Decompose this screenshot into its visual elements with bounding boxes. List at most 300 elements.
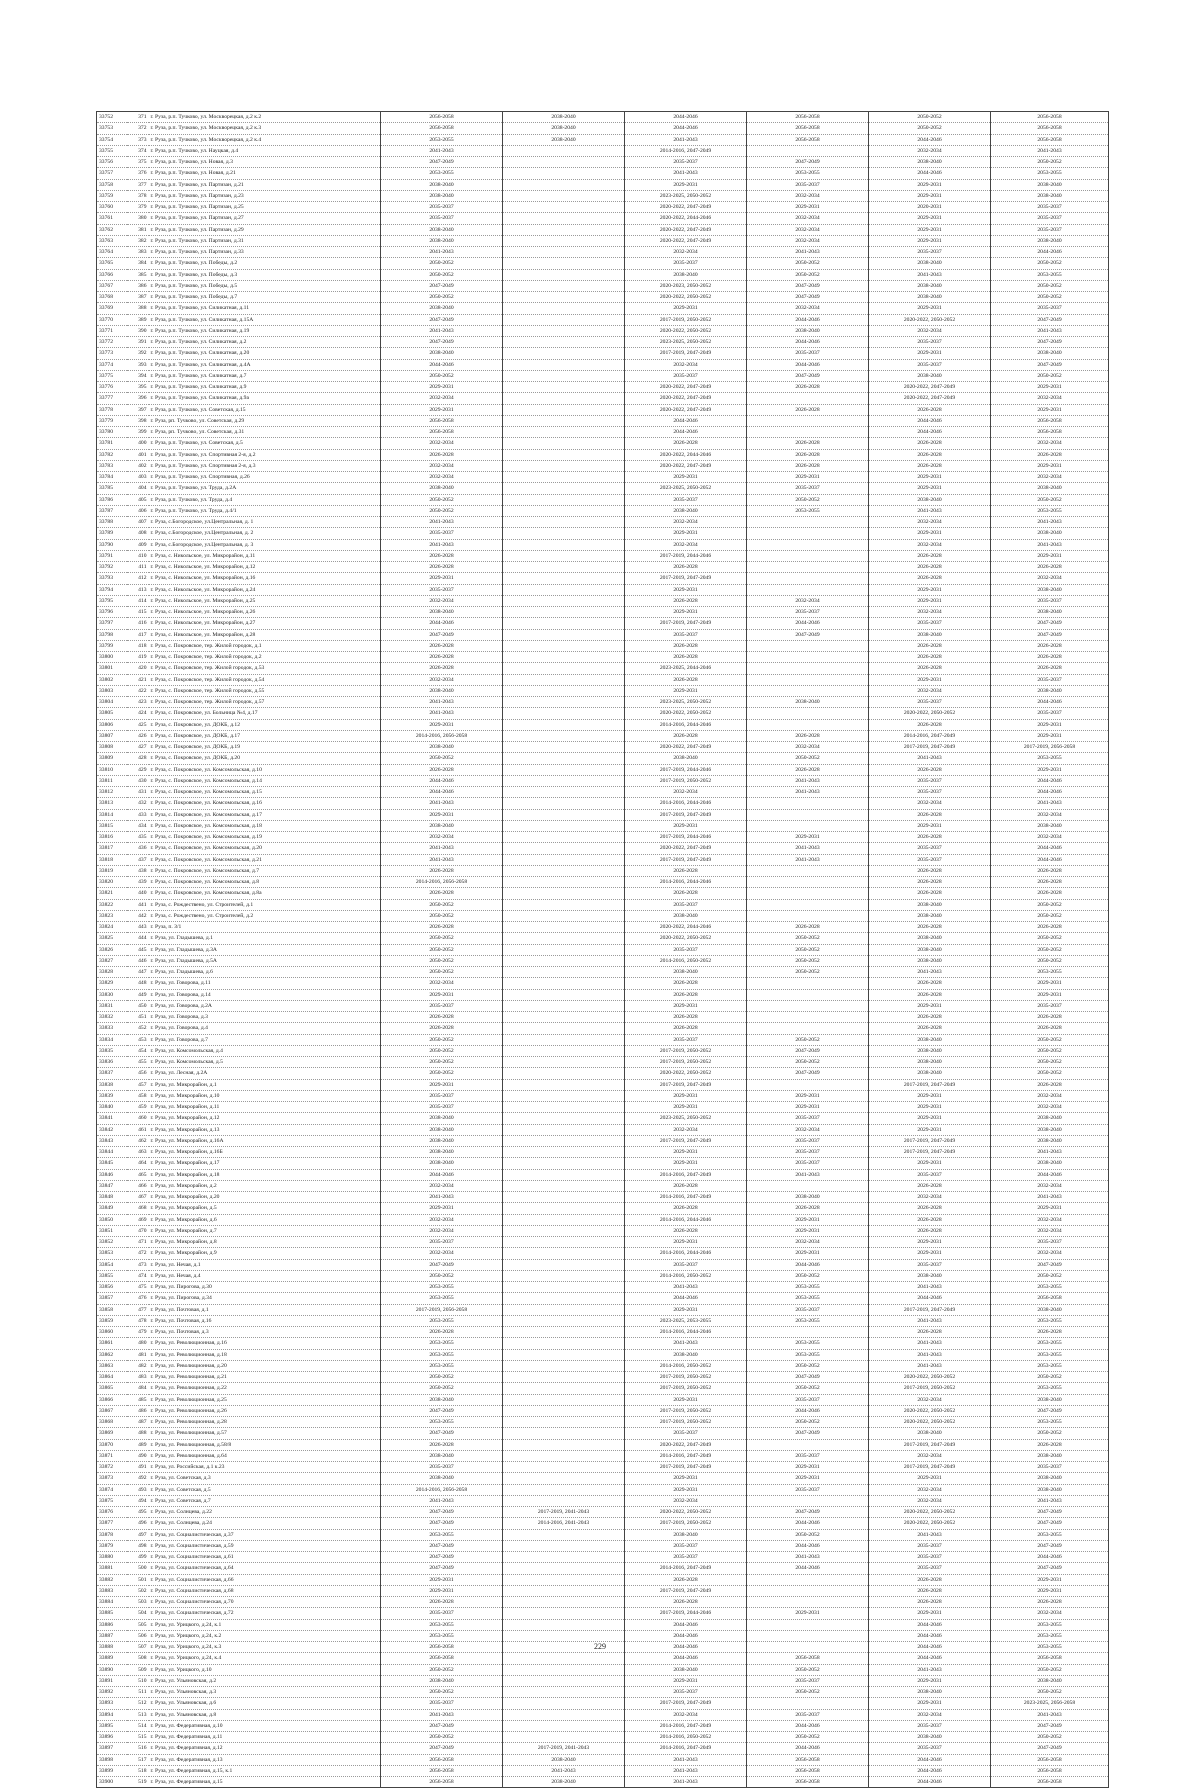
- row-id-cell: 33811: [97, 775, 127, 786]
- period-4-cell: 2029-2031: [747, 1214, 869, 1225]
- period-4-cell: 2050-2052: [747, 1664, 869, 1675]
- row-id-cell: 33861: [97, 1338, 127, 1349]
- period-5-cell: 2026-2028: [869, 663, 991, 674]
- period-6-cell: 2032-2034: [991, 1608, 1109, 1619]
- address-cell: г. Руза, ул. Микрорайон, д.20: [149, 1192, 381, 1203]
- period-5-cell: 2026-2028: [869, 719, 991, 730]
- period-6-cell: 2032-2034: [991, 573, 1109, 584]
- period-3-cell: 2014-2016, 2047-2049: [625, 1450, 747, 1461]
- address-cell: г. Руза, р.п. Тучково, ул. Партизан, д.27: [149, 213, 381, 224]
- row-id-cell: 33768: [97, 292, 127, 303]
- period-5-cell: 2029-2031: [869, 1248, 991, 1259]
- period-5-cell: 2029-2031: [869, 1090, 991, 1101]
- row-id-cell: 33895: [97, 1720, 127, 1731]
- period-3-cell: 2044-2046: [625, 123, 747, 134]
- period-6-cell: 2029-2031: [991, 404, 1109, 415]
- period-6-cell: 2050-2052: [991, 1270, 1109, 1281]
- period-4-cell: [747, 989, 869, 1000]
- row-id-cell: 33813: [97, 798, 127, 809]
- table-row: [97, 1192, 1109, 1203]
- table-row: [97, 1619, 1109, 1630]
- table-row: [97, 1327, 1109, 1338]
- period-2-cell: [503, 1529, 625, 1540]
- row-number-cell: 478: [127, 1315, 149, 1326]
- table-row: [97, 1405, 1109, 1416]
- period-5-cell: 2035-2037: [869, 843, 991, 854]
- period-5-cell: 2035-2037: [869, 1259, 991, 1270]
- row-id-cell: 33841: [97, 1113, 127, 1124]
- row-number-cell: 395: [127, 382, 149, 393]
- row-number-cell: 487: [127, 1417, 149, 1428]
- row-id-cell: 33828: [97, 967, 127, 978]
- row-number-cell: 435: [127, 832, 149, 843]
- period-1-cell: 2056-2058: [381, 1653, 503, 1664]
- period-5-cell: 2020-2022, 2047-2049: [869, 382, 991, 393]
- period-3-cell: 2023-2025, 2050-2052: [625, 337, 747, 348]
- period-5-cell: 2041-2043: [869, 269, 991, 280]
- row-number-cell: 406: [127, 505, 149, 516]
- row-number-cell: 400: [127, 438, 149, 449]
- period-5-cell: 2035-2037: [869, 854, 991, 865]
- row-number-cell: 453: [127, 1034, 149, 1045]
- period-4-cell: [747, 865, 869, 876]
- period-1-cell: 2035-2037: [381, 1698, 503, 1709]
- table-row: [97, 472, 1109, 483]
- period-1-cell: 2035-2037: [381, 528, 503, 539]
- period-1-cell: 2029-2031: [381, 404, 503, 415]
- period-1-cell: 2029-2031: [381, 719, 503, 730]
- period-1-cell: 2038-2040: [381, 685, 503, 696]
- address-cell: г. Руза, р.п. Тучково, ул. Силикатная, д.7: [149, 370, 381, 381]
- period-6-cell: 2035-2037: [991, 1462, 1109, 1473]
- table-row: [97, 370, 1109, 381]
- period-4-cell: 2035-2037: [747, 1158, 869, 1169]
- table-row: [97, 1698, 1109, 1709]
- period-1-cell: 2056-2058: [381, 1765, 503, 1776]
- period-2-cell: [503, 303, 625, 314]
- period-4-cell: 2026-2028: [747, 382, 869, 393]
- address-cell: г. Руза, ул. Нечая, д.4: [149, 1270, 381, 1281]
- row-number-cell: 416: [127, 618, 149, 629]
- address-cell: г. Руза, р.п. Тучково, ул. Труда, д.4: [149, 494, 381, 505]
- table-row: [97, 258, 1109, 269]
- period-6-cell: 2056-2058: [991, 134, 1109, 145]
- address-cell: г. Руза, р.п. Тучково, ул. Москворецкая, д.2 к.2: [149, 112, 381, 123]
- period-6-cell: 2044-2046: [991, 843, 1109, 854]
- row-id-cell: 33881: [97, 1563, 127, 1574]
- period-1-cell: 2026-2028: [381, 663, 503, 674]
- period-2-cell: [503, 1225, 625, 1236]
- period-5-cell: 2026-2028: [869, 404, 991, 415]
- row-id-cell: 33794: [97, 584, 127, 595]
- period-2-cell: [503, 1664, 625, 1675]
- period-4-cell: 2035-2037: [747, 1304, 869, 1315]
- table-row: [97, 145, 1109, 156]
- period-3-cell: 2026-2028: [625, 438, 747, 449]
- row-id-cell: 33899: [97, 1765, 127, 1776]
- row-id-cell: 33896: [97, 1732, 127, 1743]
- address-cell: г. Руза, ул. Микрорайон, д.16Б: [149, 1147, 381, 1158]
- table-row: [97, 1675, 1109, 1686]
- address-cell: г. Руза, ул. Революционная, д.26: [149, 1405, 381, 1416]
- period-1-cell: 2047-2049: [381, 1405, 503, 1416]
- row-id-cell: 33753: [97, 123, 127, 134]
- address-cell: г. Руза, с. Покровское, тер. Жилой городок, д.2: [149, 652, 381, 663]
- period-2-cell: [503, 1349, 625, 1360]
- table-row: [97, 719, 1109, 730]
- period-4-cell: [747, 708, 869, 719]
- period-6-cell: 2035-2037: [991, 1000, 1109, 1011]
- period-5-cell: 2026-2028: [869, 1597, 991, 1608]
- address-cell: г. Руза, р.п. Тучково, ул. Новая, д.21: [149, 168, 381, 179]
- period-2-cell: [503, 1709, 625, 1720]
- period-6-cell: 2032-2034: [991, 1090, 1109, 1101]
- row-number-cell: 394: [127, 370, 149, 381]
- period-6-cell: 2041-2043: [991, 1147, 1109, 1158]
- address-cell: г. Руза, ул. Революционная, д.57: [149, 1428, 381, 1439]
- period-3-cell: 2017-2019, 2047-2049: [625, 348, 747, 359]
- period-2-cell: [503, 1698, 625, 1709]
- period-4-cell: 2053-2055: [747, 1315, 869, 1326]
- row-id-cell: 33821: [97, 888, 127, 899]
- address-cell: г. Руза, рп. Тучково, ул. Советская, д.31: [149, 427, 381, 438]
- row-id-cell: 33767: [97, 280, 127, 291]
- table-row: [97, 202, 1109, 213]
- period-1-cell: 2038-2040: [381, 224, 503, 235]
- row-id-cell: 33838: [97, 1079, 127, 1090]
- period-4-cell: 2053-2055: [747, 1338, 869, 1349]
- period-5-cell: 2026-2028: [869, 1574, 991, 1585]
- period-6-cell: 2044-2046: [991, 854, 1109, 865]
- period-6-cell: 2032-2034: [991, 1225, 1109, 1236]
- period-6-cell: 2044-2046: [991, 697, 1109, 708]
- row-number-cell: 401: [127, 449, 149, 460]
- row-id-cell: 33898: [97, 1754, 127, 1765]
- row-id-cell: 33830: [97, 989, 127, 1000]
- table-row: [97, 460, 1109, 471]
- row-id-cell: 33878: [97, 1529, 127, 1540]
- row-number-cell: 372: [127, 123, 149, 134]
- period-2-cell: [503, 1495, 625, 1506]
- period-2-cell: [503, 1675, 625, 1686]
- period-3-cell: 2029-2031: [625, 1090, 747, 1101]
- period-6-cell: 2044-2046: [991, 1169, 1109, 1180]
- row-number-cell: 414: [127, 595, 149, 606]
- address-cell: г. Руза, ул. Ульяновская, д.6: [149, 1698, 381, 1709]
- address-cell: г. Руза, с. Покровское, ул. Комсомольская, д.7: [149, 865, 381, 876]
- table-row: [97, 832, 1109, 843]
- row-id-cell: 33802: [97, 674, 127, 685]
- period-3-cell: 2035-2037: [625, 944, 747, 955]
- period-1-cell: 2035-2037: [381, 1237, 503, 1248]
- period-1-cell: 2047-2049: [381, 1563, 503, 1574]
- table-row: [97, 573, 1109, 584]
- period-6-cell: 2038-2040: [991, 1124, 1109, 1135]
- period-2-cell: [503, 595, 625, 606]
- period-1-cell: 2038-2040: [381, 483, 503, 494]
- row-number-cell: 473: [127, 1259, 149, 1270]
- period-2-cell: [503, 865, 625, 876]
- table-row: [97, 1529, 1109, 1540]
- period-2-cell: [503, 562, 625, 573]
- period-3-cell: 2020-2022, 2047-2049: [625, 202, 747, 213]
- period-4-cell: 2029-2031: [747, 202, 869, 213]
- period-3-cell: 2026-2028: [625, 989, 747, 1000]
- address-cell: г. Руза, с. Покровское, ул. Комсомольская, д.8а: [149, 888, 381, 899]
- period-1-cell: 2053-2055: [381, 134, 503, 145]
- period-2-cell: [503, 539, 625, 550]
- period-4-cell: [747, 550, 869, 561]
- period-2-cell: [503, 1540, 625, 1551]
- row-id-cell: 33783: [97, 460, 127, 471]
- period-3-cell: 2017-2019, 2050-2052: [625, 1045, 747, 1056]
- period-3-cell: 2029-2031: [625, 1484, 747, 1495]
- address-cell: г. Руза, р.п. Тучково, ул. Советская, д.5: [149, 438, 381, 449]
- period-3-cell: 2014-2016, 2050-2052: [625, 1732, 747, 1743]
- row-id-cell: 33797: [97, 618, 127, 629]
- table-row: [97, 753, 1109, 764]
- period-5-cell: 2038-2040: [869, 157, 991, 168]
- period-1-cell: 2029-2031: [381, 1585, 503, 1596]
- period-4-cell: 2032-2034: [747, 1237, 869, 1248]
- table-row: [97, 517, 1109, 528]
- period-2-cell: [503, 427, 625, 438]
- table-row: [97, 1630, 1109, 1641]
- period-3-cell: 2020-2022, 2047-2049: [625, 843, 747, 854]
- period-4-cell: 2026-2028: [747, 449, 869, 460]
- table-row: [97, 449, 1109, 460]
- period-1-cell: 2050-2052: [381, 1045, 503, 1056]
- period-1-cell: 2035-2037: [381, 1000, 503, 1011]
- period-1-cell: 2026-2028: [381, 1439, 503, 1450]
- table-row: [97, 595, 1109, 606]
- row-number-cell: 451: [127, 1012, 149, 1023]
- row-number-cell: 467: [127, 1192, 149, 1203]
- address-cell: г. Руза, ул. Говорова, д.11: [149, 978, 381, 989]
- address-cell: г. Руза, р.п. Тучково, ул. Москворецкая, д.2 к.3: [149, 123, 381, 134]
- period-3-cell: 2020-2022, 2047-2049: [625, 235, 747, 246]
- address-cell: г. Руза, с. Покровское, ул. Комсомольская, д.15: [149, 787, 381, 798]
- table-row: [97, 1552, 1109, 1563]
- period-5-cell: 2050-2052: [869, 112, 991, 123]
- row-number-cell: 375: [127, 157, 149, 168]
- period-2-cell: [503, 640, 625, 651]
- row-number-cell: 490: [127, 1450, 149, 1461]
- address-cell: г. Руза, ул. Российская, д.1 к.23: [149, 1462, 381, 1473]
- period-3-cell: 2044-2046: [625, 1653, 747, 1664]
- period-1-cell: 2029-2031: [381, 1574, 503, 1585]
- row-id-cell: 33835: [97, 1045, 127, 1056]
- table-row: [97, 1214, 1109, 1225]
- period-1-cell: 2050-2052: [381, 1732, 503, 1743]
- period-2-cell: [503, 798, 625, 809]
- period-5-cell: 2044-2046: [869, 1619, 991, 1630]
- period-6-cell: 2041-2043: [991, 325, 1109, 336]
- row-number-cell: 483: [127, 1372, 149, 1383]
- period-3-cell: 2017-2019, 2047-2049: [625, 1462, 747, 1473]
- period-5-cell: 2035-2037: [869, 1540, 991, 1551]
- period-4-cell: 2044-2046: [747, 1259, 869, 1270]
- address-cell: г. Руза, с. Покровское, ул. Комсомольская, д.8: [149, 877, 381, 888]
- period-4-cell: [747, 663, 869, 674]
- period-3-cell: 2035-2037: [625, 1552, 747, 1563]
- row-number-cell: 443: [127, 922, 149, 933]
- period-6-cell: 2026-2028: [991, 640, 1109, 651]
- period-5-cell: 2029-2031: [869, 1124, 991, 1135]
- period-6-cell: 2038-2040: [991, 1484, 1109, 1495]
- period-5-cell: 2014-2016, 2047-2049: [869, 730, 991, 741]
- period-6-cell: 2035-2037: [991, 595, 1109, 606]
- period-4-cell: [747, 1619, 869, 1630]
- table-row: [97, 539, 1109, 550]
- period-2-cell: [503, 1608, 625, 1619]
- period-2-cell: 2038-2040: [503, 123, 625, 134]
- row-number-cell: 413: [127, 584, 149, 595]
- table-row: [97, 190, 1109, 201]
- row-id-cell: 33784: [97, 472, 127, 483]
- period-4-cell: 2032-2034: [747, 742, 869, 753]
- address-cell: г. Руза, ул. Социалистическая, д.64: [149, 1563, 381, 1574]
- period-3-cell: 2020-2022, 2047-2049: [625, 224, 747, 235]
- period-4-cell: 2056-2058: [747, 1754, 869, 1765]
- period-6-cell: 2029-2031: [991, 719, 1109, 730]
- table-row: [97, 1304, 1109, 1315]
- period-3-cell: 2020-2022, 2047-2049: [625, 1439, 747, 1450]
- row-number-cell: 373: [127, 134, 149, 145]
- address-cell: г. Руза, р.п. Тучково, ул. Силикатная, д.15А: [149, 314, 381, 325]
- period-2-cell: [503, 505, 625, 516]
- table-row: [97, 1417, 1109, 1428]
- row-number-cell: 470: [127, 1225, 149, 1236]
- table-row: [97, 562, 1109, 573]
- row-number-cell: 514: [127, 1720, 149, 1731]
- period-3-cell: 2017-2019, 2050-2052: [625, 1405, 747, 1416]
- period-2-cell: [503, 235, 625, 246]
- period-4-cell: [747, 1180, 869, 1191]
- address-cell: г. Руза, ул. Гладышева, д.5А: [149, 955, 381, 966]
- period-3-cell: 2023-2025, 2050-2052: [625, 697, 747, 708]
- period-5-cell: 2032-2034: [869, 539, 991, 550]
- row-number-cell: 393: [127, 359, 149, 370]
- table-row: [97, 1653, 1109, 1664]
- period-6-cell: 2026-2028: [991, 449, 1109, 460]
- period-2-cell: [503, 1023, 625, 1034]
- period-4-cell: [747, 640, 869, 651]
- row-number-cell: 427: [127, 742, 149, 753]
- period-6-cell: 2050-2052: [991, 1732, 1109, 1743]
- row-number-cell: 409: [127, 539, 149, 550]
- period-5-cell: 2032-2034: [869, 607, 991, 618]
- row-id-cell: 33862: [97, 1349, 127, 1360]
- period-5-cell: 2017-2019, 2047-2049: [869, 1079, 991, 1090]
- row-id-cell: 33865: [97, 1383, 127, 1394]
- table-row: [97, 505, 1109, 516]
- table-row: [97, 438, 1109, 449]
- period-1-cell: 2056-2058: [381, 427, 503, 438]
- period-4-cell: 2050-2052: [747, 1360, 869, 1371]
- period-6-cell: 2056-2058: [991, 1653, 1109, 1664]
- period-6-cell: 2050-2052: [991, 494, 1109, 505]
- period-6-cell: 2050-2052: [991, 910, 1109, 921]
- table-row: [97, 775, 1109, 786]
- table-row: [97, 382, 1109, 393]
- address-cell: г. Руза, ул. Говорова, д.2А: [149, 1000, 381, 1011]
- table-row: [97, 1293, 1109, 1304]
- period-2-cell: [503, 1327, 625, 1338]
- row-number-cell: 403: [127, 472, 149, 483]
- row-id-cell: 33781: [97, 438, 127, 449]
- period-2-cell: 2038-2040: [503, 134, 625, 145]
- period-4-cell: 2047-2049: [747, 629, 869, 640]
- row-number-cell: 410: [127, 550, 149, 561]
- period-5-cell: 2026-2028: [869, 1012, 991, 1023]
- period-2-cell: [503, 775, 625, 786]
- period-4-cell: [747, 1023, 869, 1034]
- period-1-cell: 2029-2031: [381, 573, 503, 584]
- row-id-cell: 33849: [97, 1203, 127, 1214]
- period-2-cell: [503, 190, 625, 201]
- period-3-cell: 2014-2016, 2044-2046: [625, 1327, 747, 1338]
- table-row: [97, 1349, 1109, 1360]
- address-cell: г. Руза, р.п. Тучково, ул. Силикатная, д.4А: [149, 359, 381, 370]
- address-cell: г. Руза, ул. Федеративная, д.11: [149, 1732, 381, 1743]
- row-number-cell: 459: [127, 1102, 149, 1113]
- period-6-cell: 2047-2049: [991, 314, 1109, 325]
- address-cell: г. Руза, ул. Пирогова, д.30: [149, 1282, 381, 1293]
- address-cell: г. Руза, с. Никольское, ул. Микрорайон, д.16: [149, 573, 381, 584]
- period-6-cell: 2035-2037: [991, 202, 1109, 213]
- period-2-cell: [503, 1000, 625, 1011]
- period-5-cell: 2044-2046: [869, 168, 991, 179]
- address-cell: г. Руза, ул. Революционная, д.16: [149, 1338, 381, 1349]
- period-3-cell: 2032-2034: [625, 359, 747, 370]
- period-3-cell: 2023-2025, 2044-2046: [625, 663, 747, 674]
- period-2-cell: [503, 258, 625, 269]
- period-4-cell: 2050-2052: [747, 933, 869, 944]
- row-number-cell: 379: [127, 202, 149, 213]
- period-1-cell: 2038-2040: [381, 179, 503, 190]
- period-3-cell: 2014-2016, 2050-2052: [625, 1360, 747, 1371]
- period-2-cell: [503, 1045, 625, 1056]
- row-number-cell: 411: [127, 562, 149, 573]
- period-3-cell: 2032-2034: [625, 517, 747, 528]
- row-id-cell: 33871: [97, 1450, 127, 1461]
- period-4-cell: 2035-2037: [747, 1135, 869, 1146]
- period-5-cell: 2041-2043: [869, 1315, 991, 1326]
- period-4-cell: 2050-2052: [747, 494, 869, 505]
- period-5-cell: 2038-2040: [869, 629, 991, 640]
- period-3-cell: 2026-2028: [625, 1574, 747, 1585]
- address-cell: г. Руза, ул. Социалистическая, д.37: [149, 1529, 381, 1540]
- period-6-cell: 2050-2052: [991, 1428, 1109, 1439]
- period-5-cell: 2041-2043: [869, 753, 991, 764]
- period-4-cell: 2026-2028: [747, 922, 869, 933]
- row-id-cell: 33869: [97, 1428, 127, 1439]
- row-id-cell: 33810: [97, 764, 127, 775]
- period-3-cell: 2035-2037: [625, 1034, 747, 1045]
- row-id-cell: 33819: [97, 865, 127, 876]
- period-5-cell: 2017-2019, 2047-2049: [869, 1135, 991, 1146]
- period-5-cell: 2026-2028: [869, 922, 991, 933]
- period-3-cell: 2026-2028: [625, 1225, 747, 1236]
- table-row: [97, 1574, 1109, 1585]
- period-2-cell: [503, 618, 625, 629]
- address-cell: г. Руза, р.п. Тучково, ул. Победы, д.7: [149, 292, 381, 303]
- row-id-cell: 33883: [97, 1585, 127, 1596]
- row-id-cell: 33820: [97, 877, 127, 888]
- row-number-cell: 468: [127, 1203, 149, 1214]
- period-5-cell: 2038-2040: [869, 933, 991, 944]
